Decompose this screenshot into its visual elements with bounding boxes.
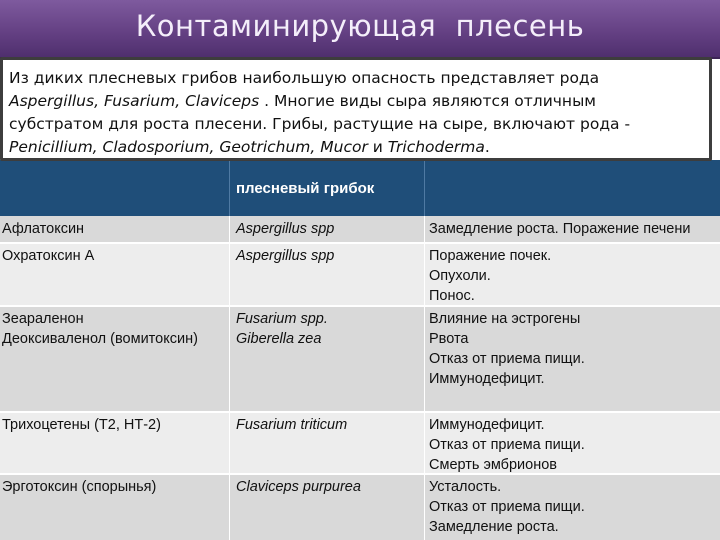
effect-cell: Рвота xyxy=(429,331,469,347)
row-divider xyxy=(0,411,720,413)
header-fungus: плесневый грибок xyxy=(236,180,375,197)
fungus-cell: Fusarium spp. xyxy=(236,311,328,327)
intro-line-4 xyxy=(9,137,490,157)
table-row xyxy=(0,306,720,412)
effect-cell: Смерть эмбрионов xyxy=(429,457,557,473)
intro-genera: Aspergillus, Fusarium, Claviceps xyxy=(9,92,260,110)
fungus-cell: Fusarium triticum xyxy=(236,417,348,433)
effect-cell: Иммунодефицит. xyxy=(429,371,545,387)
intro-text: . xyxy=(484,138,490,156)
intro-line-2 xyxy=(9,91,596,111)
toxin-cell: Охратоксин А xyxy=(2,248,95,264)
intro-line-3: субстратом для роста плесени. Грибы, растущие на сыре, включают рода - xyxy=(9,115,631,133)
effect-cell: Понос. xyxy=(429,288,475,304)
fungus-cell: Giberella zea xyxy=(236,331,322,347)
effect-cell: Отказ от приема пищи. xyxy=(429,499,585,515)
row-divider xyxy=(0,473,720,475)
fungus-cell: Claviceps purpurea xyxy=(236,479,361,495)
intro-genera: Trichoderma xyxy=(387,138,485,156)
toxin-cell: Деоксиваленол (вомитоксин) xyxy=(2,331,198,347)
intro-text: и xyxy=(367,138,388,156)
intro-line-1: Из диких плесневых грибов наибольшую опасность представляет рода xyxy=(9,69,600,87)
table-row xyxy=(0,243,720,306)
intro-genera: Penicillium, Cladosporium, Geotrichum, Mucor xyxy=(9,138,368,156)
toxin-cell: Афлатоксин xyxy=(2,221,85,237)
column-divider xyxy=(424,216,425,540)
title-bar xyxy=(0,0,720,59)
effect-cell: Замедление роста. xyxy=(429,519,559,535)
effect-cell: Отказ от приема пищи. xyxy=(429,351,585,367)
effect-cell: Отказ от приема пищи. xyxy=(429,437,585,453)
row-divider xyxy=(0,305,720,307)
effect-cell: Влияние на эстрогены xyxy=(429,311,581,327)
slide-title: Контаминирующая плесень xyxy=(135,9,585,43)
effect-cell: Иммунодефицит. xyxy=(429,417,545,433)
column-divider xyxy=(229,216,230,540)
header-divider xyxy=(229,160,230,216)
intro-box xyxy=(0,57,712,161)
effect-cell: Опухоли. xyxy=(429,268,491,284)
toxin-cell: Трихоцетены (Т2, НТ-2) xyxy=(2,417,161,433)
toxin-cell: Зеараленон xyxy=(2,311,84,327)
header-divider xyxy=(424,160,425,216)
fungus-cell: Aspergillus spp xyxy=(236,248,335,264)
fungus-cell: Aspergillus spp xyxy=(236,221,335,237)
effect-cell: Замедление роста. Поражение печени xyxy=(429,221,691,237)
row-divider xyxy=(0,242,720,244)
intro-text: . Многие виды сыра являются отличным xyxy=(259,92,596,110)
effect-cell: Усталость. xyxy=(429,479,502,495)
toxin-cell: Эрготоксин (спорынья) xyxy=(2,479,157,495)
effect-cell: Поражение почек. xyxy=(429,248,552,264)
